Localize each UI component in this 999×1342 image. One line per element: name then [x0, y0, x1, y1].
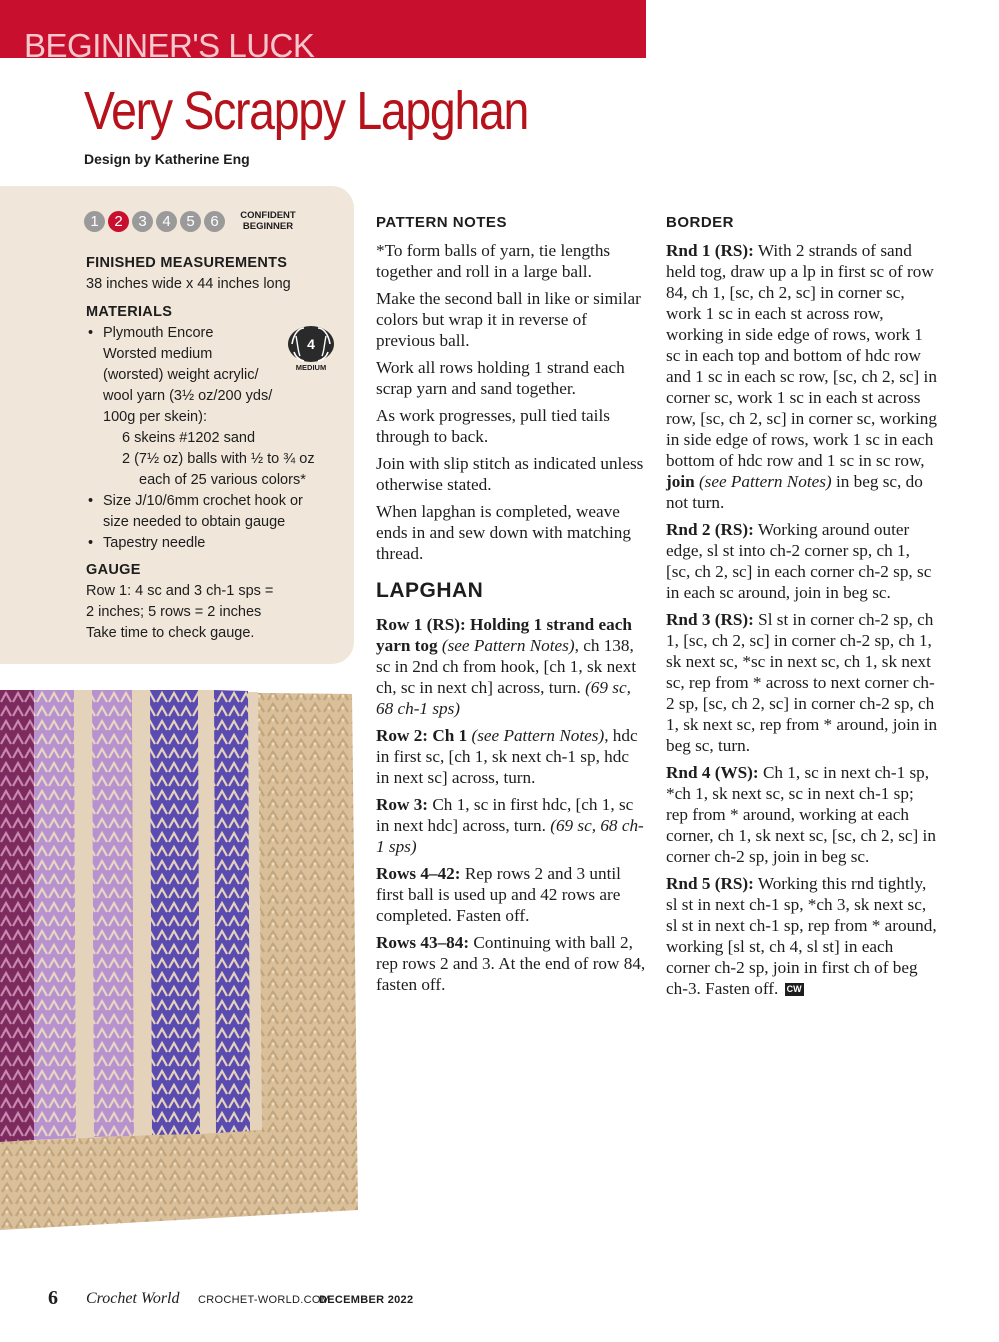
- rnd-text: Ch 1, sc in next ch-1 sp, *ch 1, sk next sc, sc in next ch-1 sp; rep from * around, working at each corner, ch 1, sk next sc, [sc, ch 2, sc] in corner ch-2 sp, join in beg sc.: [666, 763, 936, 866]
- hook-line: Size J/10/6mm crochet hook or: [103, 493, 303, 509]
- rnd-label: Rnd 1 (RS):: [666, 241, 754, 260]
- page-number: 6: [48, 1287, 58, 1309]
- row-label: Row 2: Ch 1: [376, 726, 468, 745]
- rnd-text: With 2 strands of sand held tog, draw up a lp in first sc of row 84, ch 1, [sc, ch 2, sc] in corner sc, work 1 sc in each st across row, working in side edge of rows, work 1 sc in each top and bottom of hdc row and 1 sc in each sc row, [sc, ch 2, sc] in corner sc, work 1 sc in each st across row, [sc, ch 2, sc] in corner sc, working in side edge of rows, work 1 sc in each bottom of hdc row and 1 sc in sc row,: [666, 241, 937, 470]
- yarn-line: Worsted medium: [103, 346, 213, 362]
- yarn-line: (worsted) weight acrylic/: [103, 367, 259, 383]
- skill-level-2-selected: 2: [108, 211, 129, 232]
- designer-byline: Design by Katherine Eng: [84, 151, 250, 167]
- rnd-note: (see Pattern Notes): [698, 472, 832, 491]
- border-rnd-3: [666, 609, 938, 756]
- row-note: (see Pattern Notes): [441, 636, 575, 655]
- row-count: (69 sc, 68 ch-1 sps): [376, 678, 631, 718]
- border-rnd-1: [666, 240, 938, 513]
- border-rnd-2: [666, 519, 938, 603]
- end-mark-icon: CW: [786, 984, 802, 994]
- rnd-label: Rnd 5 (RS):: [666, 874, 754, 893]
- lapghan-rows-4-42: [376, 863, 646, 926]
- row-note: (see Pattern Notes): [471, 726, 605, 745]
- issue-date: DECEMBER 2022: [319, 1294, 414, 1306]
- materials-needle-item: • Tapestry needle: [86, 533, 338, 554]
- skill-level-3: 3: [132, 211, 153, 232]
- row-text: , ch 138, sc in 2nd ch from hook, [ch 1, sk next ch, sc in next ch] across, turn.: [376, 636, 637, 697]
- skill-level-label: [236, 210, 300, 232]
- row-label: Row 1 (RS): Holding 1 strand each yarn tog: [376, 615, 632, 655]
- row-text: Continuing with ball 2, rep rows 2 and 3. At the end of row 84, fasten off.: [376, 933, 646, 994]
- join-term: join: [666, 472, 695, 491]
- row-label: Rows 43–84:: [376, 933, 470, 952]
- lapghan-rows-43-84: [376, 932, 646, 995]
- materials-heading: MATERIALS: [86, 304, 173, 320]
- pattern-note: Work all rows holding 1 strand each scrap yarn and sand together.: [376, 358, 625, 398]
- yarn-sand-item: 6 skeins #1202 sand: [122, 430, 256, 446]
- rnd-text: Sl st in corner ch-2 sp, ch 1, [sc, ch 2, sc] in corner ch-2 sp, ch 1, sk next sc, *sc in next sc, ch 1, sk next sc, rep from * across to next corner ch-2 sp, [sc, ch 2, sc] in corner ch-2 sp, ch 1, sk next sc, rep from * around, join in beg sc, turn.: [666, 610, 938, 755]
- skill-level-6: 6: [204, 211, 225, 232]
- pattern-notes-heading: PATTERN NOTES: [376, 214, 507, 231]
- border-rnd-4: [666, 762, 938, 867]
- row-count: (69 sc, 68 ch-1 sps): [376, 816, 644, 856]
- rnd-label: Rnd 2 (RS):: [666, 520, 754, 539]
- pattern-note: Join with slip stitch as indicated unless otherwise stated.: [376, 454, 644, 494]
- skill-level-4: 4: [156, 211, 177, 232]
- border-heading: BORDER: [666, 214, 735, 231]
- pattern-column: [376, 212, 646, 1001]
- skill-level-1: 1: [84, 211, 105, 232]
- gauge-line: 2 inches; 5 rows = 2 inches: [86, 604, 262, 620]
- lapghan-row-2: [376, 725, 646, 788]
- yarn-line: Plymouth Encore: [103, 325, 214, 341]
- yarn-scrap-item-cont: each of 25 various colors*: [139, 472, 306, 488]
- page-title: Very Scrappy Lapghan: [84, 81, 529, 141]
- rnd-text: Working this rnd tightly, sl st in next ch-1 sp, *ch 3, sk next sc, sl st in next ch-1 sp, rep from * around, working [sl st, ch 4, sl st] in each corner ch-2 sp, join in first ch of beg ch-3. Fasten off.: [666, 874, 937, 998]
- section-kicker: BEGINNER'S LUCK: [24, 27, 315, 64]
- row-label: Row 3:: [376, 795, 429, 814]
- border-rnd-5: [666, 873, 938, 999]
- pattern-note: Make the second ball in like or similar colors but wrap it in reverse of previous ball.: [376, 289, 641, 350]
- rnd-label: Rnd 4 (WS):: [666, 763, 759, 782]
- yarn-scrap-item: 2 (7½ oz) balls with ½ to ¾ oz: [122, 451, 315, 467]
- gauge-heading: GAUGE: [86, 562, 141, 578]
- yarn-line: 100g per skein):: [103, 409, 207, 425]
- border-column: [666, 212, 938, 1005]
- magazine-url: CROCHET-WORLD.COM: [198, 1294, 331, 1306]
- pattern-note: As work progresses, pull tied tails through to back.: [376, 406, 610, 446]
- skill-level-5: 5: [180, 211, 201, 232]
- row-label: Rows 4–42:: [376, 864, 461, 883]
- magazine-name: Crochet World: [86, 1290, 180, 1307]
- row-text: , hdc in first sc, [ch 1, sk next ch-1 sp, hdc in next sc] across, turn.: [376, 726, 638, 787]
- hook-line: size needed to obtain gauge: [103, 514, 286, 530]
- rnd-text: Working around outer edge, sl st into ch-2 corner sp, ch 1, [sc, ch 2, sc] in each corner ch-2 sp, sc in each sc around, join in beg sc.: [666, 520, 932, 602]
- finished-measurements: [86, 253, 338, 295]
- lapghan-photo: [0, 690, 360, 1242]
- skill-label-line2: BEGINNER: [242, 221, 294, 232]
- gauge-section: [86, 560, 338, 644]
- pattern-note: *To form balls of yarn, tie lengths together and roll in a large ball.: [376, 241, 611, 281]
- lapghan-row-3: [376, 794, 646, 857]
- gauge-line: Row 1: 4 sc and 3 ch-1 sps =: [86, 583, 274, 599]
- materials-hook-item: [86, 491, 338, 533]
- yarn-weight-icon: [286, 324, 336, 372]
- skill-level-rating: [84, 210, 300, 232]
- skill-label-line1: CONFIDENT: [240, 210, 296, 221]
- row-text: Ch 1, sc in first hdc, [ch 1, sc in next hdc] across, turn.: [376, 795, 634, 835]
- gauge-line: Take time to check gauge.: [86, 625, 255, 641]
- yarn-weight-label: MEDIUM: [295, 363, 327, 372]
- rnd-text: in beg sc, do not turn.: [666, 472, 923, 512]
- pattern-note: When lapghan is completed, weave ends in and sew down with matching thread.: [376, 502, 631, 563]
- lapghan-row-1: [376, 614, 646, 719]
- yarn-weight-number: 4: [307, 336, 315, 352]
- finished-heading: FINISHED MEASUREMENTS: [86, 255, 288, 271]
- yarn-line: wool yarn (3½ oz/200 yds/: [103, 388, 273, 404]
- row-text: Rep rows 2 and 3 until first ball is used up and 42 rows are completed. Fasten off.: [376, 864, 621, 925]
- finished-text: 38 inches wide x 44 inches long: [86, 276, 291, 292]
- lapghan-heading: LAPGHAN: [376, 579, 484, 602]
- rnd-label: Rnd 3 (RS):: [666, 610, 754, 629]
